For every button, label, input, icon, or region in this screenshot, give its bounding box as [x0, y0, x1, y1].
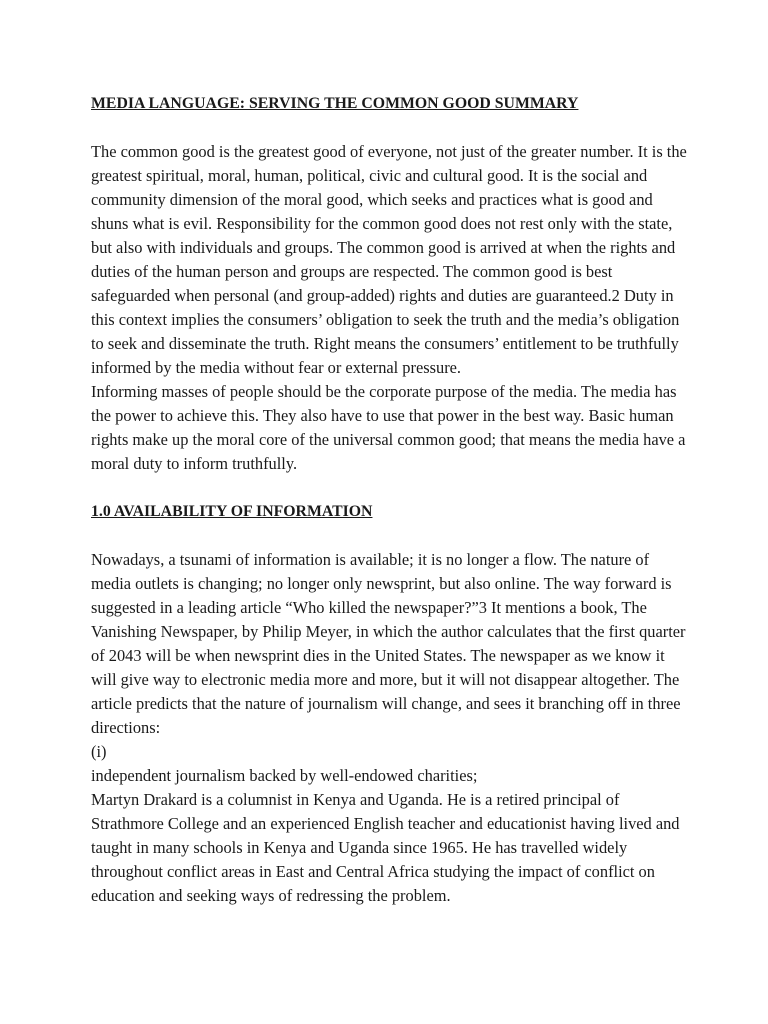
list-item: independent journalism backed by well-endowed charities; — [91, 766, 478, 785]
intro-paragraph: The common good is the greatest good of everyone, not just of the greater number. It is the greatest spiritual, moral, human, political, civic and cultural good. It is the social and community dimension of the moral good, which seeks and practices what is good and shuns what is evil. Responsibility for the common good does not rest only with the state, but also with individuals and groups. The common good is arrived at when the rights and duties of the human person and groups are respected. The common good is best safeguarded when personal (and group-added) rights and duties are guaranteed.2 Duty in this context implies the consumers’ obligation to seek the truth and the media’s obligation to seek and disseminate the truth. Right means the consumers’ entitlement to be truthfully informed by the media without fear or external pressure. — [91, 142, 687, 377]
author-bio-paragraph: Martyn Drakard is a columnist in Kenya and Uganda. He is a retired principal of Strathmore College and an experienced English teacher and educationist having lived and taught in many schools in Kenya and Uganda since 1965. He has travelled widely throughout conflict areas in East and Central Africa studying the impact of conflict on education and seeking ways of redressing the problem. — [91, 790, 680, 905]
intro-paragraph: Informing masses of people should be the corporate purpose of the media. The media has the power to achieve this. They also have to use that power in the best way. Basic human rights make up the moral core of the universal common good; that means the media have a moral duty to inform truthfully. — [91, 382, 686, 473]
section-heading: 1.0 AVAILABILITY OF INFORMATION — [91, 503, 373, 520]
document-title: MEDIA LANGUAGE: SERVING THE COMMON GOOD SUMMARY — [91, 95, 579, 112]
spacer — [91, 476, 691, 500]
list-marker: (i) — [91, 742, 107, 761]
spacer — [91, 524, 691, 548]
document-body — [91, 92, 691, 908]
section-paragraph: Nowadays, a tsunami of information is available; it is no longer a flow. The nature of media outlets is changing; no longer only newsprint, but also online. The way forward is suggested in a leading article “Who killed the newspaper?”3 It mentions a book, The Vanishing Newspaper, by Philip Meyer, in which the author calculates that the first quarter of 2043 will be when newsprint dies in the United States. The newspaper as we know it will give way to electronic media more and more, but it will not disappear altogether. The article predicts that the nature of journalism will change, and sees it branching off in three directions: — [91, 550, 686, 737]
spacer — [91, 116, 691, 140]
